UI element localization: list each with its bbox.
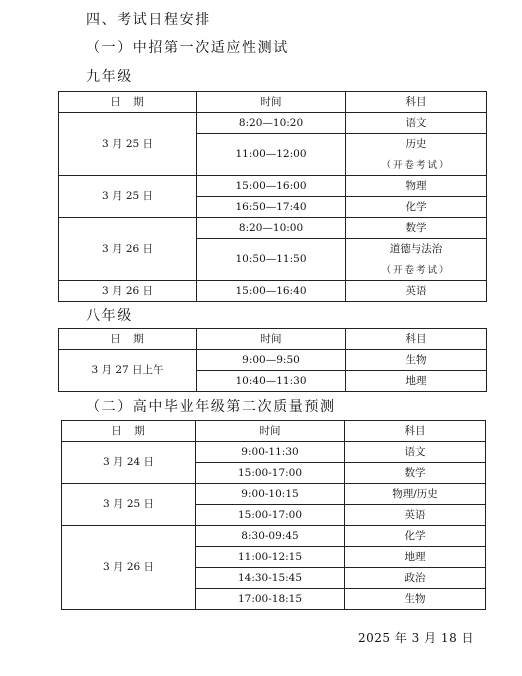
- time-cell: 10:40—11:30: [197, 371, 346, 392]
- subject-cell: 化学: [345, 526, 486, 547]
- time-cell: 14:30-15:45: [196, 568, 345, 589]
- subject-cell: 数学: [345, 463, 486, 484]
- subject-name: 历史: [405, 137, 427, 150]
- table-row: [59, 350, 487, 371]
- table-header-row: [62, 421, 486, 442]
- header-subject: 科目: [345, 421, 486, 442]
- time-cell: 9:00-11:30: [196, 442, 345, 463]
- header-date: 日 期: [59, 92, 197, 113]
- date-cell: 3 月 26 日: [59, 218, 197, 281]
- subject-cell: 化学: [346, 197, 487, 218]
- subject-cell: [346, 134, 487, 176]
- header-date: 日 期: [62, 421, 196, 442]
- time-cell: 11:00—12:00: [197, 134, 346, 176]
- subject-cell: 语文: [345, 442, 486, 463]
- time-cell: 11:00-12:15: [196, 547, 345, 568]
- time-cell: 9:00—9:50: [197, 350, 346, 371]
- subject-cell: 语文: [346, 113, 487, 134]
- table-row: [59, 281, 487, 302]
- subject-cell: [346, 239, 487, 281]
- date-cell: 3 月 26 日: [62, 526, 196, 610]
- subject-cell: 物理: [346, 176, 487, 197]
- time-cell: 15:00—16:00: [197, 176, 346, 197]
- subject-cell: 英语: [346, 281, 487, 302]
- date-cell: 3 月 27 日上午: [59, 350, 197, 392]
- senior-schedule-table: [61, 420, 486, 610]
- time-cell: 17:00-18:15: [196, 589, 345, 610]
- grade9-title: 九年级: [86, 69, 133, 85]
- table-row: [62, 484, 486, 505]
- subject-cell: 地理: [346, 371, 487, 392]
- subject-note: （开卷考试）: [381, 159, 451, 171]
- table-row: [62, 526, 486, 547]
- time-cell: 8:30-09:45: [196, 526, 345, 547]
- header-time: 时间: [197, 329, 346, 350]
- subsection-title-2: （二）高中毕业年级第二次质量预测: [86, 399, 336, 415]
- header-date: 日 期: [59, 329, 197, 350]
- time-cell: 8:20—10:00: [197, 218, 346, 239]
- subsection-title-1: （一）中招第一次适应性测试: [86, 40, 289, 56]
- subject-cell: 地理: [345, 547, 486, 568]
- header-subject: 科目: [346, 92, 487, 113]
- date-cell: 3 月 25 日: [59, 176, 197, 218]
- section-title: 四、考试日程安排: [86, 12, 211, 28]
- time-cell: 8:20—10:20: [197, 113, 346, 134]
- time-cell: 15:00-17:00: [196, 505, 345, 526]
- date-cell: 3 月 25 日: [59, 113, 197, 176]
- subject-cell: 政治: [345, 568, 486, 589]
- time-cell: 15:00—16:40: [197, 281, 346, 302]
- subject-cell: 生物: [345, 589, 486, 610]
- table-row: [59, 176, 487, 197]
- table-row: [62, 442, 486, 463]
- subject-note: （开卷考试）: [381, 264, 451, 276]
- time-cell: 10:50—11:50: [197, 239, 346, 281]
- grade8-schedule-table: [58, 328, 487, 392]
- header-time: 时间: [196, 421, 345, 442]
- subject-cell: 物理/历史: [345, 484, 486, 505]
- date-cell: 3 月 26 日: [59, 281, 197, 302]
- time-cell: 15:00-17:00: [196, 463, 345, 484]
- table-row: [59, 218, 487, 239]
- grade9-schedule-table: [58, 91, 487, 302]
- subject-cell: 数学: [346, 218, 487, 239]
- date-cell: 3 月 25 日: [62, 484, 196, 526]
- subject-cell: 生物: [346, 350, 487, 371]
- date-cell: 3 月 24 日: [62, 442, 196, 484]
- header-subject: 科目: [346, 329, 487, 350]
- subject-name: 道德与法治: [389, 242, 443, 255]
- subject-cell: 英语: [345, 505, 486, 526]
- grade8-title: 八年级: [86, 308, 133, 324]
- table-row: [59, 113, 487, 134]
- time-cell: 16:50—17:40: [197, 197, 346, 218]
- table-header-row: [59, 92, 487, 113]
- table-header-row: [59, 329, 487, 350]
- header-time: 时间: [197, 92, 346, 113]
- issue-date: 2025 年 3 月 18 日: [358, 631, 475, 645]
- time-cell: 9:00-10:15: [196, 484, 345, 505]
